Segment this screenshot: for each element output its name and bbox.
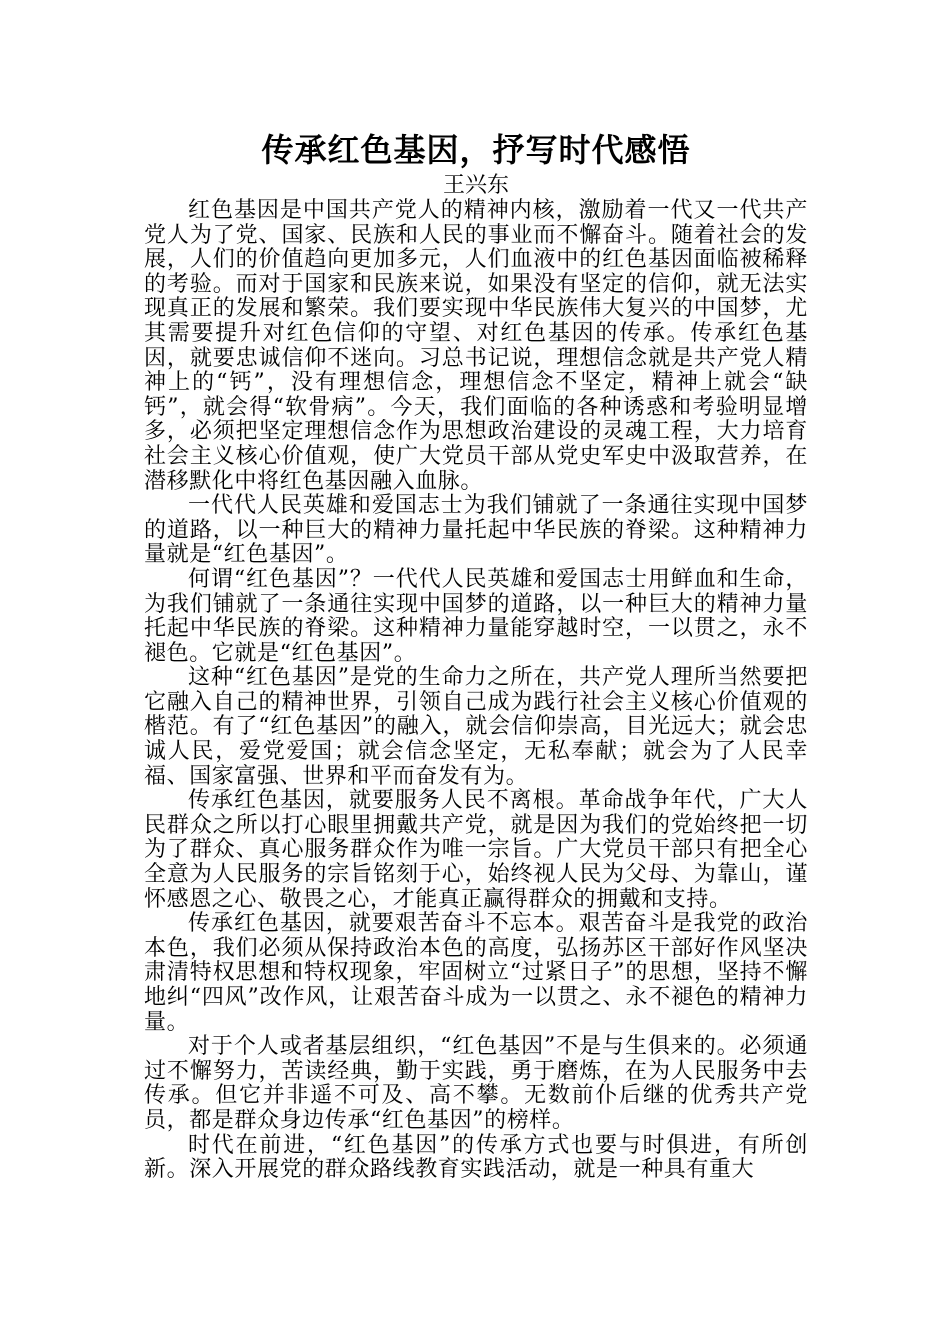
document-title: 传承红色基因，抒写时代感悟 xyxy=(261,131,691,169)
paragraph-7: 对于个人或者基层组织，“红色基因”不是与生俱来的。必须通过不懈努力，苦读经典，勤于实践，勇于磨炼，在为人民服务中去传承。但它并非遥不可及、高不攀。无数前仆后继的优秀共产党员，都是群众身边传承“红色基因”的榜样。 xyxy=(144,1034,808,1133)
document-author: 王兴东 xyxy=(442,173,509,198)
paragraph-2: 一代代人民英雄和爱国志士为我们铺就了一条通往实现中国梦的道路，以一种巨大的精神力量托起中华民族的脊梁。这种精神力量就是“红色基因”。 xyxy=(144,493,808,568)
paragraph-6: 传承红色基因，就要艰苦奋斗不忘本。艰苦奋斗是我党的政治本色，我们必须从保持政治本色的高度，弘扬苏区干部好作风坚决肃清特权思想和特权现象，牢固树立“过紧日子”的思想，坚持不懈地纠“四风”改作风，让艰苦奋斗成为一以贯之、永不褪色的精神力量。 xyxy=(144,911,808,1035)
document-body xyxy=(144,199,808,1183)
paragraph-4: 这种“红色基因”是党的生命力之所在，共产党人理所当然要把它融入自己的精神世界，引领自己成为践行社会主义核心价值观的楷范。有了“红色基因”的融入，就会信仰崇高，目光远大；就会忠诚人民，爱党爱国；就会信念坚定，无私奉献；就会为了人民幸福、国家富强、世界和平而奋发有为。 xyxy=(144,665,808,789)
document-page xyxy=(144,128,808,1183)
paragraph-1: 红色基因是中国共产党人的精神内核，激励着一代又一代共产党人为了党、国家、民族和人民的事业而不懈奋斗。随着社会的发展，人们的价值趋向更加多元，人们血液中的红色基因面临被稀释的考验。而对于国家和民族来说，如果没有坚定的信仰，就无法实现真正的发展和繁荣。我们要实现中华民族伟大复兴的中国梦，尤其需要提升对红色信仰的守望、对红色基因的传承。传承红色基因，就要忠诚信仰不迷向。习总书记说，理想信念就是共产党人精神上的“钙”，没有理想信念，理想信念不坚定，精神上就会“缺钙”，就会得“软骨病”。今天，我们面临的各种诱惑和考验明显增多，必须把坚定理想信念作为思想政治建设的灵魂工程，大力培育社会主义核心价值观，使广大党员干部从党史军史中汲取营养，在潜移默化中将红色基因融入血脉。 xyxy=(144,198,808,494)
paragraph-8: 时代在前进，“红色基因”的传承方式也要与时俱进，有所创新。深入开展党的群众路线教育实践活动，就是一种具有重大 xyxy=(144,1132,808,1183)
paragraph-5: 传承红色基因，就要服务人民不离根。革命战争年代，广大人民群众之所以打心眼里拥戴共产党，就是因为我们的党始终把一切为了群众、真心服务群众作为唯一宗旨。广大党员干部只有把全心全意为人民服务的宗旨铭刻于心，始终视人民为父母、为靠山，谨怀感恩之心、敬畏之心，才能真正赢得群众的拥戴和支持。 xyxy=(144,788,808,912)
paragraph-3: 何谓“红色基因”？一代代人民英雄和爱国志士用鲜血和生命，为我们铺就了一条通往实现中国梦的道路，以一种巨大的精神力量托起中华民族的脊梁。这种精神力量能穿越时空，一以贯之，永不褪色。它就是“红色基因”。 xyxy=(144,566,808,666)
